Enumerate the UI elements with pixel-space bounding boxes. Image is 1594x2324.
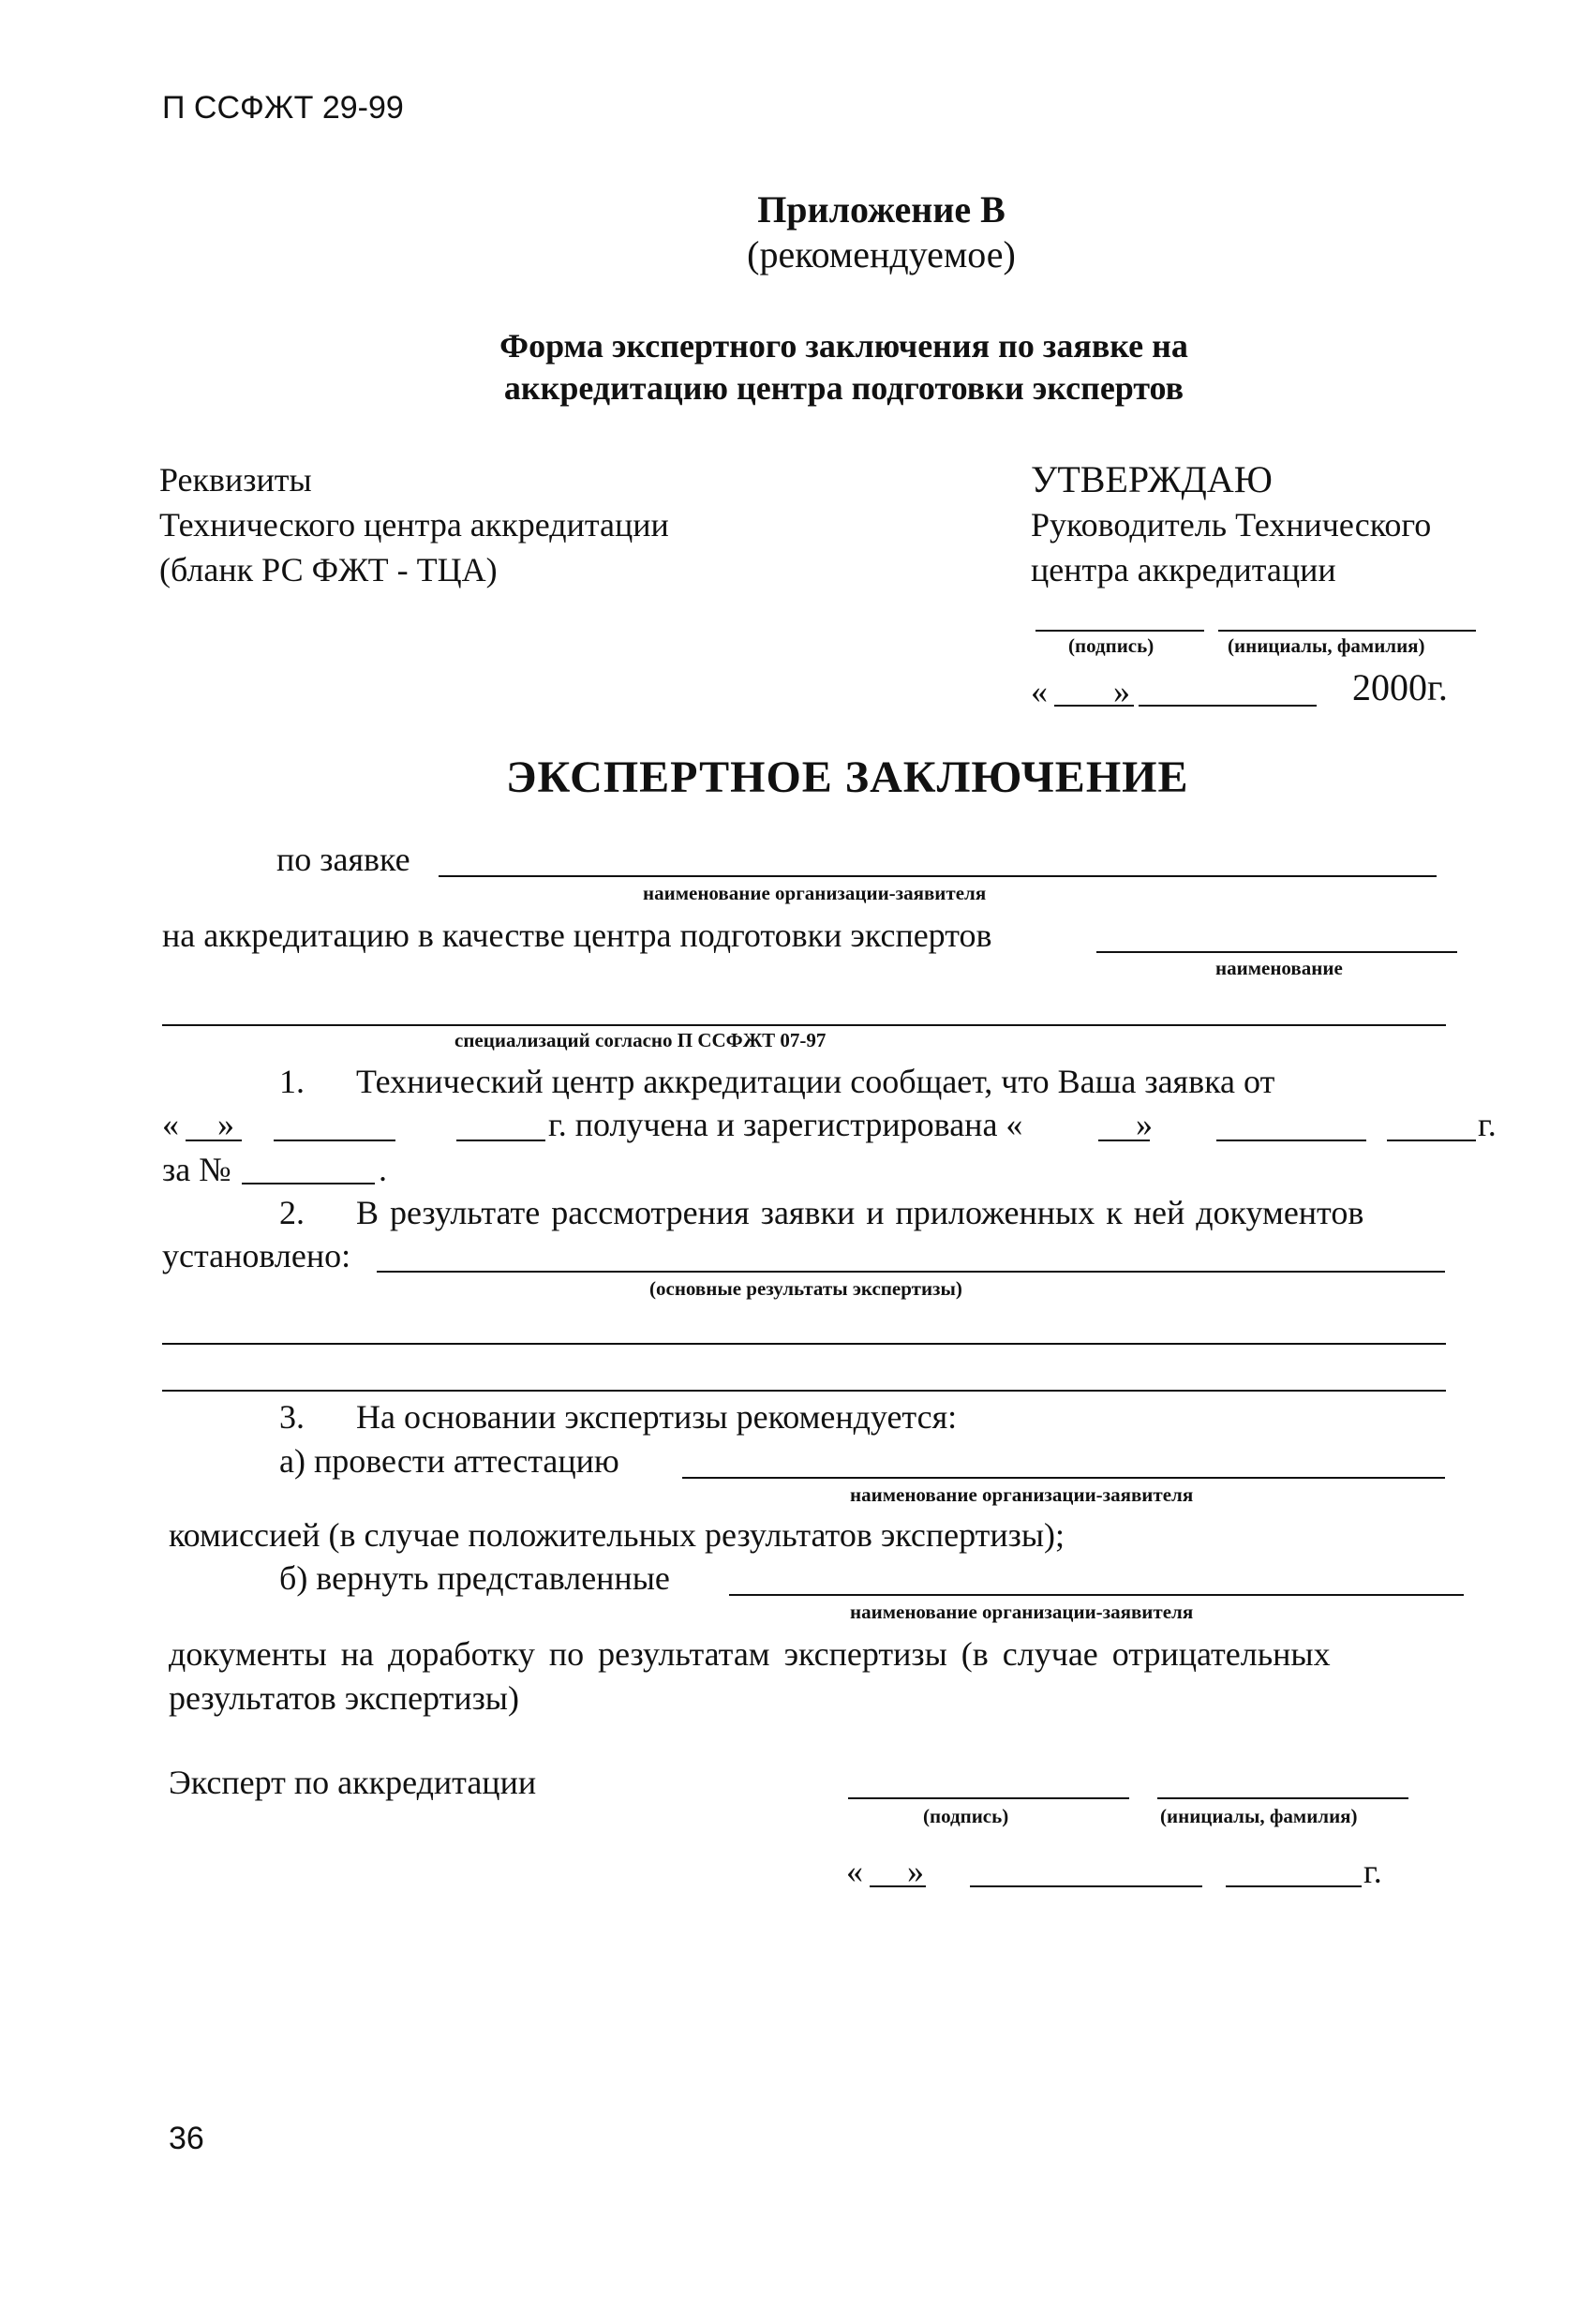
item1-date-close: » (217, 1106, 234, 1143)
item1-month-blank (274, 1140, 395, 1141)
expert-year-suffix: г. (1363, 1853, 1382, 1890)
approve-name-caption: (инициалы, фамилия) (1228, 634, 1425, 657)
org-name-blank (439, 875, 1437, 877)
form-title-line2: аккредитацию центра подготовки экспертов (503, 369, 1184, 407)
specialization-caption: специализаций согласно П ССФЖТ 07-97 (454, 1029, 827, 1051)
item2-text: В результате рассмотрения заявки и приложенных к ней документов (356, 1194, 1364, 1231)
form-title-line1: Форма экспертного заключения по заявке на (499, 327, 1188, 365)
item3-a-text: а) провести аттестацию (279, 1442, 619, 1480)
page-number: 36 (169, 2121, 204, 2156)
item1-number-label: за № (162, 1151, 231, 1188)
approve-line3: центра аккредитации (1031, 551, 1336, 588)
item1-received-text: г. получена и зарегистрирована « (548, 1106, 1023, 1143)
approve-date-close: » (1113, 673, 1130, 710)
item2-results-caption: (основные результаты экспертизы) (649, 1277, 962, 1300)
expert-date-open: « (846, 1853, 863, 1890)
document-code: П ССФЖТ 29-99 (162, 90, 404, 126)
item2-result-blank1 (377, 1271, 1445, 1273)
on-request-label: по заявке (276, 841, 410, 878)
item1-date-open: « (162, 1106, 179, 1143)
accreditation-text: на аккредитацию в качестве центра подготовки экспертов (162, 916, 992, 954)
approve-year: 2000г. (1352, 666, 1448, 708)
item2-number: 2. (279, 1194, 305, 1231)
appendix-subtitle: (рекомендуемое) (747, 233, 1016, 276)
item3-b-text: б) вернуть представленные (279, 1559, 670, 1597)
requisites-line1: Реквизиты (159, 461, 312, 499)
approve-heading: УТВЕРЖДАЮ (1031, 458, 1273, 500)
item3-a-blank (682, 1477, 1445, 1479)
expert-name-line (1157, 1797, 1408, 1799)
approve-name-line (1218, 630, 1476, 632)
item3-text: На основании экспертизы рекомендуется: (356, 1398, 958, 1436)
item1-number-end: . (379, 1151, 387, 1188)
expert-signature-caption: (подпись) (923, 1805, 1009, 1827)
item1-reg-close: » (1136, 1106, 1153, 1143)
expert-date-close: » (907, 1853, 924, 1890)
main-title: ЭКСПЕРТНОЕ ЗАКЛЮЧЕНИЕ (506, 752, 1189, 802)
item1-number-blank (242, 1183, 375, 1184)
item1-reg-year-blank (1387, 1140, 1476, 1141)
item3-docs-line2: результатов экспертизы) (169, 1679, 519, 1717)
item3-a-caption: наименование организации-заявителя (850, 1483, 1194, 1506)
item1-text: Технический центр аккредитации сообщает, что Ваша заявка от (356, 1063, 1275, 1100)
approve-date-open: « (1031, 673, 1048, 710)
approve-month-blank (1139, 705, 1317, 707)
item1-reg-month-blank (1216, 1140, 1366, 1141)
approve-signature-line (1035, 630, 1204, 632)
item1-number: 1. (279, 1063, 305, 1100)
expert-year-blank (1226, 1885, 1362, 1887)
center-name-blank (1096, 951, 1457, 953)
item3-b-caption: наименование организации-заявителя (850, 1601, 1194, 1623)
item2-result-blank2 (162, 1343, 1446, 1345)
item3-docs-line1: документы на доработку по результатам экспертизы (в случае отрицательных (169, 1635, 1331, 1673)
approve-signature-caption: (подпись) (1068, 634, 1155, 657)
expert-name-caption: (инициалы, фамилия) (1160, 1805, 1358, 1827)
approve-line2: Руководитель Технического (1031, 506, 1432, 544)
item1-year-suffix: г. (1478, 1106, 1497, 1143)
specialization-blank (162, 1024, 1446, 1026)
expert-signature-line (848, 1797, 1129, 1799)
requisites-line3: (бланк РС ФЖТ - ТЦА) (159, 551, 498, 588)
requisites-line2: Технического центра аккредитации (159, 506, 669, 544)
item1-year-blank (456, 1140, 545, 1141)
expert-label: Эксперт по аккредитации (169, 1764, 537, 1801)
center-name-caption: наименование (1215, 957, 1343, 979)
org-name-caption: наименование организации-заявителя (643, 882, 987, 904)
item3-number: 3. (279, 1398, 305, 1436)
item2-established-label: установлено: (162, 1237, 351, 1274)
item2-result-blank3 (162, 1390, 1446, 1392)
expert-month-blank (970, 1885, 1202, 1887)
appendix-title: Приложение В (757, 188, 1006, 231)
item3-b-blank (729, 1594, 1464, 1596)
item3-commission-text: комиссией (в случае положительных результатов экспертизы); (169, 1516, 1065, 1554)
